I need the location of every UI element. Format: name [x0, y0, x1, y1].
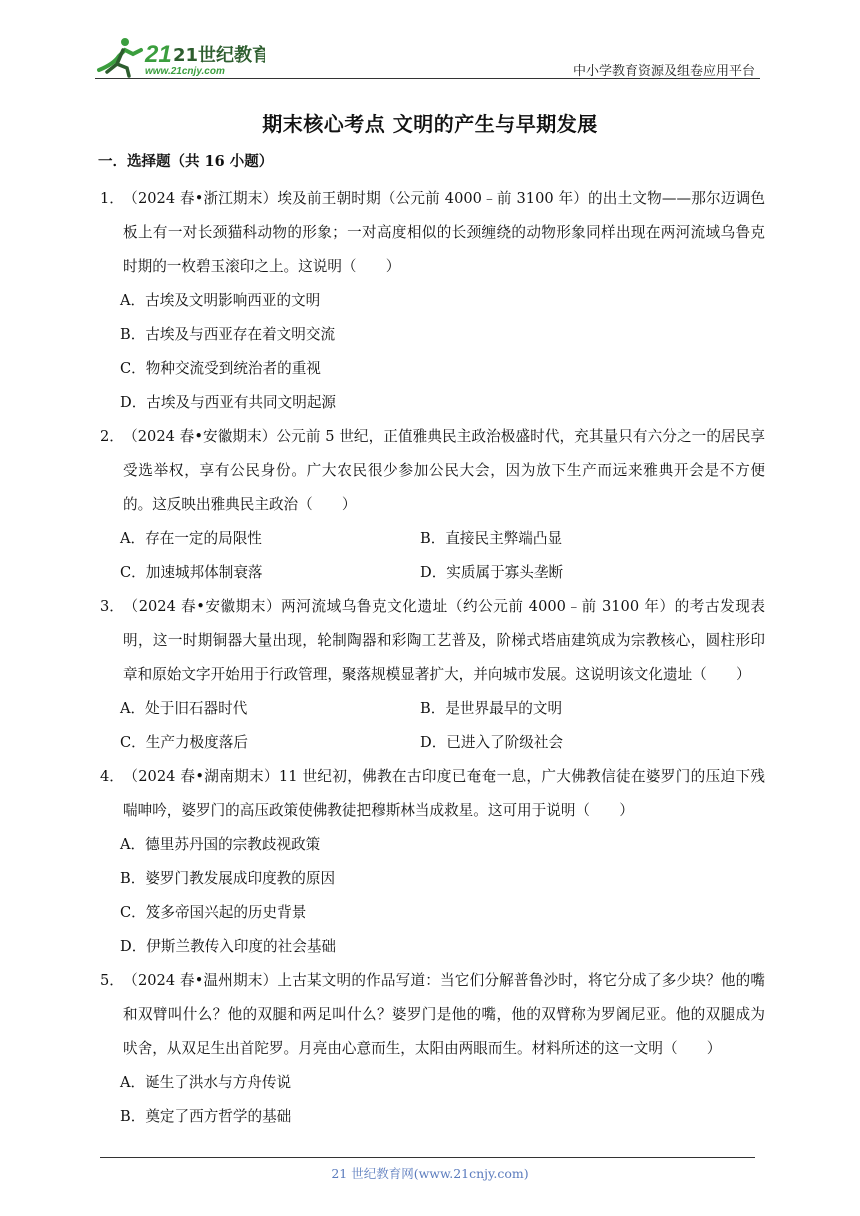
document-title: 期末核心考点 文明的产生与早期发展 — [262, 112, 598, 136]
option-b: B．直接民主弊端凸显 — [420, 530, 563, 547]
question-2 — [100, 420, 765, 590]
option-d: D．已进入了阶级社会 — [420, 734, 564, 751]
question-3 — [100, 590, 765, 760]
option-b: B．奠定了西方哲学的基础 — [120, 1108, 292, 1125]
logo-text: 21世纪教育 — [173, 45, 265, 66]
option-c: C．加速城邦体制衰落 — [120, 564, 263, 581]
option-a: A．德里苏丹国的宗教歧视政策 — [120, 836, 321, 853]
question-list — [100, 150, 765, 1134]
option-b: B．是世界最早的文明 — [420, 700, 563, 717]
section-heading: 一．选择题（共 16 小题） — [98, 153, 274, 170]
question-1 — [100, 182, 765, 420]
option-b: B．古埃及与西亚存在着文明交流 — [120, 326, 336, 343]
option-c: C．生产力极度落后 — [120, 734, 248, 751]
question-number: 2． — [100, 428, 124, 445]
platform-label: 中小学教育资源及组卷应用平台 — [572, 64, 755, 79]
question-stem: 1．（2024 春•浙江期末）埃及前王朝时期（公元前 4000﹣前 3100 年）的出土文物——那尔迈调色板上有一对长颈猫科动物的形象；一对高度相似的长颈缠绕的动物形象同样出现在两河流域乌鲁克时期的一枚碧玉滚印之上。这说明（ ） — [100, 182, 765, 284]
footer-link[interactable]: 21 世纪教育网(www.21cnjy.com) — [331, 1166, 529, 1181]
svg-text:21: 21 — [145, 41, 172, 68]
runner-logo-icon — [95, 36, 265, 78]
option-a: A．存在一定的局限性 — [120, 530, 262, 547]
question-stem: 2．（2024 春•安徽期末）公元前 5 世纪，正值雅典民主政治极盛时代，充其量只有六分之一的居民享受选举权，享有公民身份。广大农民很少参加公民大会，因为放下生产而远来雅典开会是不方便的。这反映出雅典民主政治（ ） — [100, 420, 765, 522]
option-a: A．诞生了洪水与方舟传说 — [120, 1074, 292, 1091]
question-stem: 5．（2024 春•温州期末）上古某文明的作品写道：当它们分解普鲁沙时，将它分成了多少块？他的嘴和双臂叫什么？他的双腿和两足叫什么？婆罗门是他的嘴，他的双臂称为罗阇尼亚。他的双腿成为吠舍，从双足生出首陀罗。月亮由心意而生，太阳由两眼而生。材料所述的这一文明（ ） — [100, 964, 765, 1066]
option-b: B．婆罗门教发展成印度教的原因 — [120, 870, 336, 887]
question-number: 1． — [100, 190, 124, 207]
option-d: D．古埃及与西亚有共同文明起源 — [120, 394, 337, 411]
page-header — [0, 0, 860, 90]
option-d: D．实质属于寡头垄断 — [420, 564, 564, 581]
logo — [95, 36, 265, 78]
question-stem: 3．（2024 春•安徽期末）两河流域乌鲁克文化遗址（约公元前 4000﹣前 3100 年）的考古发现表明，这一时期铜器大量出现，轮制陶器和彩陶工艺普及，阶梯式塔庙建筑成为宗教核心，圆柱形印章和原始文字开始用于行政管理，聚落规模显著扩大，并向城市发展。这说明该文化遗址（ ） — [100, 590, 765, 692]
option-a: A．古埃及文明影响西亚的文明 — [120, 292, 321, 309]
question-stem: 4．（2024 春•湖南期末）11 世纪初，佛教在古印度已奄奄一息，广大佛教信徒在婆罗门的压迫下残喘呻吟，婆罗门的高压政策使佛教徒把穆斯林当成救星。这可用于说明（ ） — [100, 760, 765, 828]
option-a: A．处于旧石器时代 — [120, 700, 248, 717]
question-number: 4． — [100, 768, 124, 785]
footer-divider — [100, 1157, 755, 1158]
question-4 — [100, 760, 765, 964]
option-c: C．物种交流受到统治者的重视 — [120, 360, 321, 377]
svg-text:www.21cnjy.com: www.21cnjy.com — [145, 66, 225, 77]
question-5 — [100, 964, 765, 1134]
option-d: D．伊斯兰教传入印度的社会基础 — [120, 938, 337, 955]
header-divider — [95, 78, 760, 79]
option-c: C．笈多帝国兴起的历史背景 — [120, 904, 307, 921]
question-number: 3． — [100, 598, 124, 615]
question-number: 5． — [100, 972, 124, 989]
